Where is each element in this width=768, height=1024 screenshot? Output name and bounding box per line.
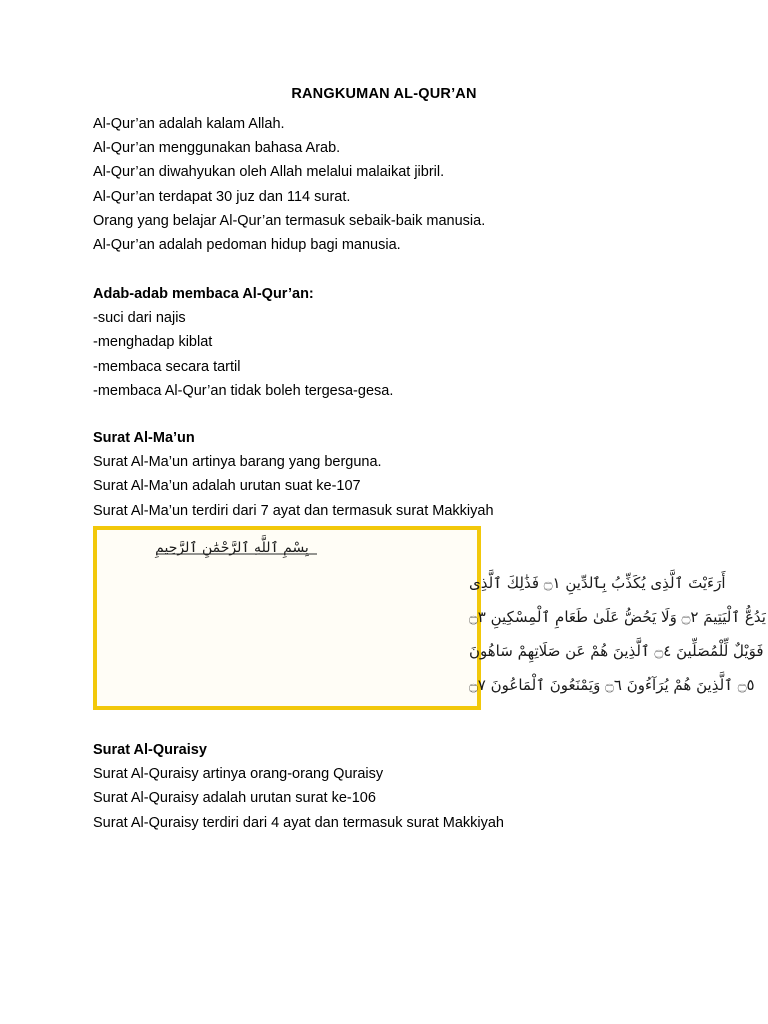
intro-line: Al-Qur’an menggunakan bahasa Arab. (93, 140, 341, 157)
quraisy-line: Surat Al-Quraisy terdiri dari 4 ayat dan termasuk surat Makkiyah (93, 814, 504, 831)
maun-line: Surat Al-Ma’un terdiri dari 7 ayat dan termasuk surat Makkiyah (93, 502, 494, 519)
maun-line: Surat Al-Ma’un artinya barang yang berguna. (93, 454, 382, 471)
adab-item: -membaca secara tartil (93, 358, 241, 375)
quraisy-section (93, 738, 733, 835)
surah-al-maun-image (93, 526, 766, 710)
surah-al-maun-svg (97, 530, 766, 706)
quraisy-line: Surat Al-Quraisy artinya orang-orang Quraisy (93, 766, 384, 783)
intro-line: Al-Qur’an terdapat 30 juz dan 114 surat. (93, 188, 351, 205)
ayah-row: فَوَيْلٌ لِّلْمُصَلِّينَ ۝٤ ٱلَّذِينَ هُمْ عَن صَلَاتِهِمْ سَاهُونَ (469, 642, 764, 660)
adab-item: -membaca Al-Qur’an tidak boleh tergesa-gesa. (93, 382, 394, 399)
adab-item: -menghadap kiblat (93, 334, 213, 351)
intro-line: Al-Qur’an diwahyukan oleh Allah melalui malaikat jibril. (93, 164, 445, 181)
maun-section (93, 426, 733, 523)
quraisy-line: Surat Al-Quraisy adalah urutan surat ke-106 (93, 790, 376, 807)
ayah-row: ۝٥ ٱلَّذِينَ هُمْ يُرَآءُونَ ۝٦ وَيَمْنَعُونَ ٱلْمَاعُونَ ۝٧ (469, 676, 755, 694)
maun-heading: Surat Al-Ma’un (93, 430, 195, 446)
adab-section (93, 282, 733, 403)
intro-line: Al-Qur’an adalah pedoman hidup bagi manusia. (93, 236, 401, 253)
page-title: RANGKUMAN AL-QUR’AN (291, 86, 477, 102)
adab-heading: Adab-adab membaca Al-Qur’an: (93, 286, 314, 302)
intro-section (93, 112, 733, 257)
maun-line: Surat Al-Ma’un adalah urutan suat ke-107 (93, 478, 361, 495)
basmalah-text: بِسْمِ ٱللَّهِ ٱلرَّحْمَٰنِ ٱلرَّحِيمِ (155, 540, 309, 556)
adab-item: -suci dari najis (93, 310, 186, 327)
intro-line: Al-Qur’an adalah kalam Allah. (93, 116, 285, 132)
quraisy-heading: Surat Al-Quraisy (93, 742, 207, 758)
ayah-row: أَرَءَيْتَ ٱلَّذِى يُكَذِّبُ بِٱلدِّينِ ۝١ فَذَٰلِكَ ٱلَّذِى (469, 574, 726, 592)
intro-line: Orang yang belajar Al-Qur’an termasuk sebaik-baik manusia. (93, 212, 486, 229)
ayah-row: يَدُعُّ ٱلْيَتِيمَ ۝٢ وَلَا يَحُضُّ عَلَىٰ طَعَامِ ٱلْمِسْكِينِ ۝٣ (469, 608, 766, 626)
